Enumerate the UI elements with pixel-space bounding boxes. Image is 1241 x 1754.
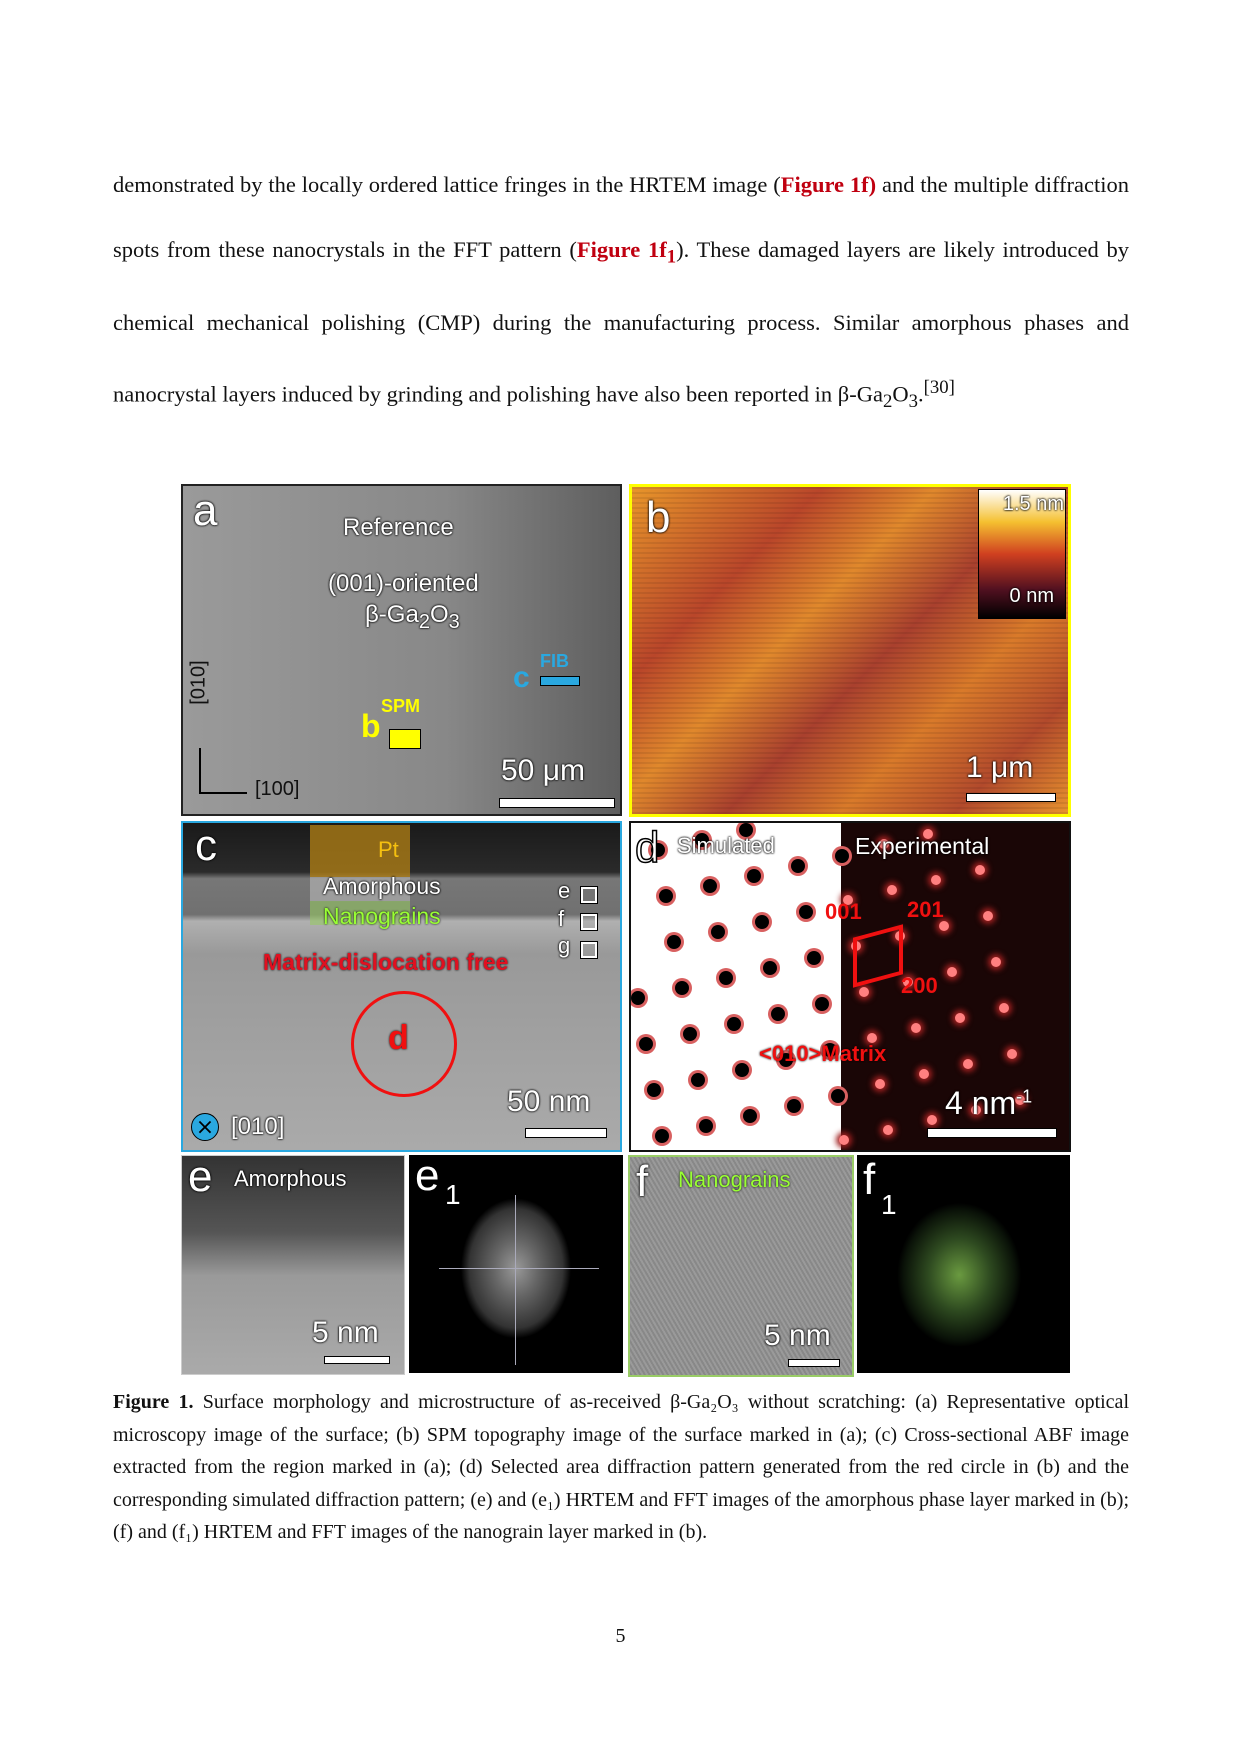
spm-region-marker [389,729,421,749]
diffraction-spot [859,987,869,997]
figure-link[interactable]: Figure 1f) [780,172,877,197]
citation[interactable]: [30] [923,376,955,398]
text: ). These damaged layers are likely introduced by chemical mechanical polishing (CMP) during the manufacturing process. Similar amorphous phases and nanocrystal layers induced by grinding and polishing have also been reported in β-Ga [113,237,1130,406]
scale-bar [499,798,615,808]
diffraction-spot [927,1115,937,1125]
amorphous-label: Amorphous [323,873,441,899]
diffraction-spot [755,915,769,929]
fib-label: FIB [540,651,569,671]
caption-head: Figure 1. [113,1391,194,1413]
colorbar-max: 1.5 nm [1002,493,1064,515]
region-f-label: f [558,906,565,931]
fib-region-marker [540,676,580,686]
fft-streak-vertical [515,1195,516,1365]
diffraction-spot [667,935,681,949]
panel-title: Reference [343,514,454,541]
region-g-box [581,942,597,958]
body-paragraph: demonstrated by the locally ordered lattice fringes in the HRTEM image (Figure 1f) and the multiple diffraction spots from these nanocrystals in the FFT pattern (Figure $1f_1$). These damaged layers are likely introduced by chemical mechanical polishing (CMP) during the manufacturing process. Similar amorphous phases and nanocrystal layers induced by grinding and polishing have also been reported in $\beta-Ga_2O_3.[30]$ [113,172,1130,412]
panel-label-sub: 1 [445,1179,461,1210]
colorbar-min: 0 nm [1009,585,1054,607]
s: 2 [418,610,430,633]
diffraction-spot [743,1109,757,1123]
experimental-label: Experimental [855,833,990,859]
diffraction-spot [787,1099,801,1113]
panel-f [628,1155,854,1377]
axis-010-label: [010] [187,660,210,705]
scale-label: 50 μm [501,754,585,787]
s: 3 [448,610,460,633]
diffraction-spot [1007,1049,1017,1059]
material-label [365,601,460,634]
ref-sub[interactable]: 1 [666,246,677,268]
diffraction-spot [835,849,849,863]
panel-d [629,821,1071,1152]
diffraction-spot [631,991,645,1005]
diffraction-spot [955,1013,965,1023]
diffraction-spot [875,1079,885,1089]
diffraction-spot [735,1063,749,1077]
diffraction-spot [799,905,813,919]
circle-label: d [388,1019,409,1057]
panel-label: b [646,493,671,542]
diffraction-spot [727,1017,741,1031]
scale-text: 4 nm [945,1085,1017,1121]
panel-f1 [857,1155,1070,1373]
index-001: 001 [825,899,862,924]
region-e-box [581,887,597,903]
scale-bar [927,1128,1057,1138]
diffraction-spot [807,951,821,965]
zone-axis-label: [010] [231,1113,285,1140]
diffraction-spot [647,1083,661,1097]
diffraction-spot [659,889,673,903]
diffraction-spot [975,865,985,875]
diffraction-spot [771,1007,785,1021]
scale-label: 50 nm [507,1085,591,1118]
scale-sup: -1 [1016,1086,1033,1107]
panel-b [629,484,1071,817]
diffraction-spot [763,961,777,975]
diffraction-spot [719,971,733,985]
zone-axis-into-page-icon: ⨯ [191,1113,219,1141]
matrix-label: Matrix-dislocation free [263,949,509,975]
orientation-label: (001)-oriented [328,570,479,597]
diffraction-spot [983,911,993,921]
diffraction-spot [963,1059,973,1069]
index-200: 200 [901,973,938,998]
scale-label: 5 nm [764,1319,831,1352]
figure-caption [113,1386,1129,1549]
diffraction-spot [691,1073,705,1087]
diffraction-spot [887,885,897,895]
diffraction-spot [919,1069,929,1079]
panel-label: a [193,486,218,535]
diffraction-spot [831,1089,845,1103]
diffraction-spot [815,997,829,1011]
scale-label [945,1085,1032,1122]
axis-arrow-vertical [199,748,201,794]
unit-cell-parallelogram [853,924,903,987]
diffraction-spot [791,859,805,873]
panel-e1 [409,1155,623,1373]
panel-a [181,484,622,816]
axis-100-label: [100] [255,778,300,800]
scale-bar [966,793,1056,802]
diffraction-spot [639,1037,653,1051]
panel-label: d [635,823,660,872]
sub: 2 [882,390,893,412]
diffraction-spot [747,869,761,883]
panel-label: f [636,1157,649,1206]
diffraction-spot [655,1129,669,1143]
diffraction-spot [675,981,689,995]
region-f-box [581,914,597,930]
fib-marker-letter: c [513,661,530,694]
panel-title: Nanograins [678,1167,791,1192]
spm-label: SPM [381,696,421,716]
panel-e [181,1155,405,1375]
diffraction-spot [991,957,1001,967]
panel-label: f [863,1155,876,1204]
panel-label: e [415,1155,440,1200]
sub: 3 [908,390,918,412]
scale-bar [525,1128,607,1138]
diffraction-spot [883,1125,893,1135]
region-e-label: e [558,878,571,903]
text: and the multiple diffraction spots from these nanocrystals in the FFT pattern ( [113,172,1130,262]
zone-axis-label: <010>Matrix [759,1041,887,1066]
diffraction-spot [683,1027,697,1041]
caption-text: Surface morphology and microstructure of as-received β-Ga₂O₃ without scratching: (a) Representative optical microscopy image of the surface; (b) SPM topography image of the surface marked in (a); (c) Cross-sectional ABF image extracted from the region marked in (a); (d) Selected area diffraction pattern generated from the red circle in (b) and the corresponding simulated diffraction pattern; (e) and (e₁) HRTEM and FFT images of the amorphous phase layer marked in (b); (f) and (f₁) HRTEM and FFT images of the nanograin layer marked in (b). [113,1391,1129,1544]
diffraction-spot [703,879,717,893]
t: β-Ga [365,601,419,628]
simulated-label: Simulated [677,833,775,858]
diffraction-spot [931,875,941,885]
region-g-label: g [558,933,571,958]
fft-streak-horizontal [439,1268,599,1269]
diffraction-spot [839,1135,849,1145]
panel-label-sub: 1 [881,1189,897,1220]
index-201: 201 [907,897,944,922]
axis-arrow-horizontal [199,792,247,794]
diffraction-spot [911,1023,921,1033]
scale-bar [788,1359,840,1367]
diffraction-spot [999,1003,1009,1013]
nanograins-label: Nanograins [323,903,441,929]
spm-marker-letter: b [361,708,381,744]
panel-label: c [195,821,217,870]
panel-c [181,821,622,1152]
ref-text[interactable]: Figure 1f [576,237,667,262]
page-number: 5 [615,1625,626,1647]
pt-label: Pt [378,837,399,862]
scale-bar [324,1356,390,1364]
diffraction-spot [699,1119,713,1133]
t: O [429,601,449,628]
diffraction-spot [947,967,957,977]
diffraction-spot [711,925,725,939]
scale-label: 5 nm [312,1316,379,1349]
panel-title: Amorphous [234,1166,347,1191]
panel-label: e [188,1155,213,1201]
text: demonstrated by the locally ordered lattice fringes in the HRTEM image ( [113,172,781,197]
figure-link[interactable] [576,237,677,268]
scale-label: 1 μm [966,751,1034,784]
text: O [892,381,909,406]
